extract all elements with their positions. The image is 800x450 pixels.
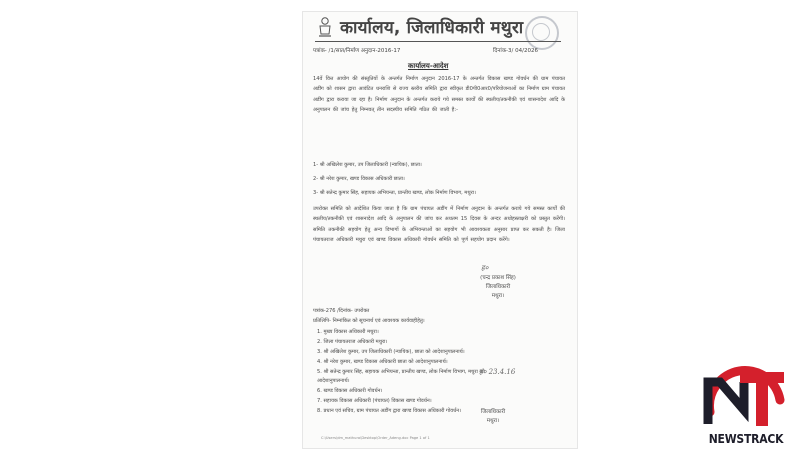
signatory-place: मथुरा। [491, 293, 505, 299]
distribution-item: 4. श्री नरेश कुमार, खण्ड विकास अधिकारी छाता को आदेशानुपालनार्थ। [317, 359, 448, 365]
print-footer: C:\Users\dm_mathura\Desktop\Order_Adeng.doc Page 1 of 1 [321, 436, 430, 440]
reference-number: पत्रांक- /1/सात/निर्माण अनुदान-2016-17 [313, 48, 401, 54]
committee-member-2: 2- श्री नरेश कुमार, खण्ड विकास अधिकारी छाता। [313, 176, 405, 182]
committee-member-3: 3- श्री सतेन्द्र कुमार सिंह, सहायक अभियन्ता, प्रान्तीय खण्ड, लोक निर्माण विभाग, मथुरा। [313, 190, 476, 196]
distribution-item: 3. श्री अखिलेश कुमार, उप जिलाधिकारी (न्यायिक), छाता को आदेशानुपालनार्थ। [317, 349, 465, 355]
order-paragraph: उपरोक्त समिति को आदेशित किया जाता है कि ग्राम पंचायत अडींग में निर्माण अनुदान के अन्तर्गत कराये गये समस्त कार्यों की स्थलीय/तकनीकी एवं शासनादेश आदि के अनुपालन की जांच कर अधतम 15 दिवस के अन्दर अधोहस्ताक्षरी को प्रस्तुत करेंगी। समिति तकनीकी सहयोग हेतु अन्य विभागों के अभियन्ताओं का सहयोग भी आवश्यकता अनुसार प्राप्त कर सकती है। जिला पंचायतराज अधिकारी मथुरा एवं खण्ड विकास अधिकारी गोवर्धन समिति को पूर्ण सहयोग प्रदान करेंगे। [313, 206, 565, 244]
document-date: दिनांक-3/ 04/2026 [493, 48, 538, 54]
order-title: कार्यालय-आदेश [408, 62, 449, 70]
distribution-item: 1. मुख्य विकास अधिकारी मथुरा। [317, 329, 379, 335]
office-seal-icon [525, 16, 559, 50]
office-header: कार्यालय, जिलाधिकारी मथुरा [340, 18, 524, 38]
signatory-name: (चन्द्र प्रकाश सिंह) [480, 275, 516, 281]
signoff-block [453, 408, 533, 426]
newstrack-logo [700, 352, 792, 448]
distribution-item: आदेशानुपालनार्थ। [317, 378, 350, 384]
endorsement-reference: पत्रांक-276 /दिनांक- उपरोक्त [313, 308, 370, 314]
distribution-item: 2. जिला पंचायतराज अधिकारी मथुरा। [317, 339, 388, 345]
distribution-item: 7. सहायक विकास अधिकारी (पंचायत) विकास खण्ड गोवर्धन। [317, 398, 432, 404]
signoff-signature: ह० 23.4.16 [479, 368, 516, 376]
distribution-item: 8. प्रधान एवं सचिव, ग्राम पंचायत अडींग द्वारा खण्ड विकास अधिकारी गोवर्धन। [317, 408, 461, 414]
signature-block [453, 274, 543, 301]
distribution-item: 6. खण्ड विकास अधिकारी गोवर्धन। [317, 388, 383, 394]
state-emblem-icon [317, 16, 333, 38]
distribution-item: 5. श्री सतेन्द्र कुमार सिंह, सहायक अभियन्ता, प्रान्तीय खण्ड, लोक निर्माण विभाग, मथुरा को [317, 369, 485, 375]
newstrack-mark-icon [700, 352, 792, 432]
header-divider [315, 41, 561, 42]
signatory-designation: जिलाधिकारी [485, 284, 511, 290]
intro-paragraph: 14वें वित्त आयोग की संस्तुतियों के अन्तर्गत निर्माण अनुदान 2016-17 के अन्तर्गत विकास खण्ड गोवर्धन की ग्राम पंचायत अडींग को शासन द्वारा आवंटित धनराशि से राज्य स्तरीय समिति द्वारा स्वीकृत डी0पी0आर0/परियोजनाओं का निर्माण ग्राम पंचायत अडींग द्वारा कराया जा रहा है। निर्माण अनुदान के अन्तर्गत कराये गये समस्त कार्यों की स्थलीय/तकनीकी एवं शासनादेश आदि के अनुपालन की जांच हेतु निम्नवत् तीन सदस्यीय समिति गठित की जाती है:- [313, 76, 565, 114]
newstrack-wordmark: NEWSTRACK [708, 432, 784, 446]
signature: ह० [481, 264, 489, 272]
committee-member-1: 1- श्री अखिलेश कुमार, उप जिलाधिकारी (न्यायिक), छाता। [313, 162, 422, 168]
signoff-designation: जिलाधिकारी [480, 409, 506, 415]
document-page [303, 12, 577, 448]
endorsement-intro: प्रतिलिपि- निम्नांकित को सूचनार्थ एवं आवश्यक कार्यवाहीहेतु। [313, 318, 425, 324]
signoff-place: मथुरा। [486, 418, 500, 424]
